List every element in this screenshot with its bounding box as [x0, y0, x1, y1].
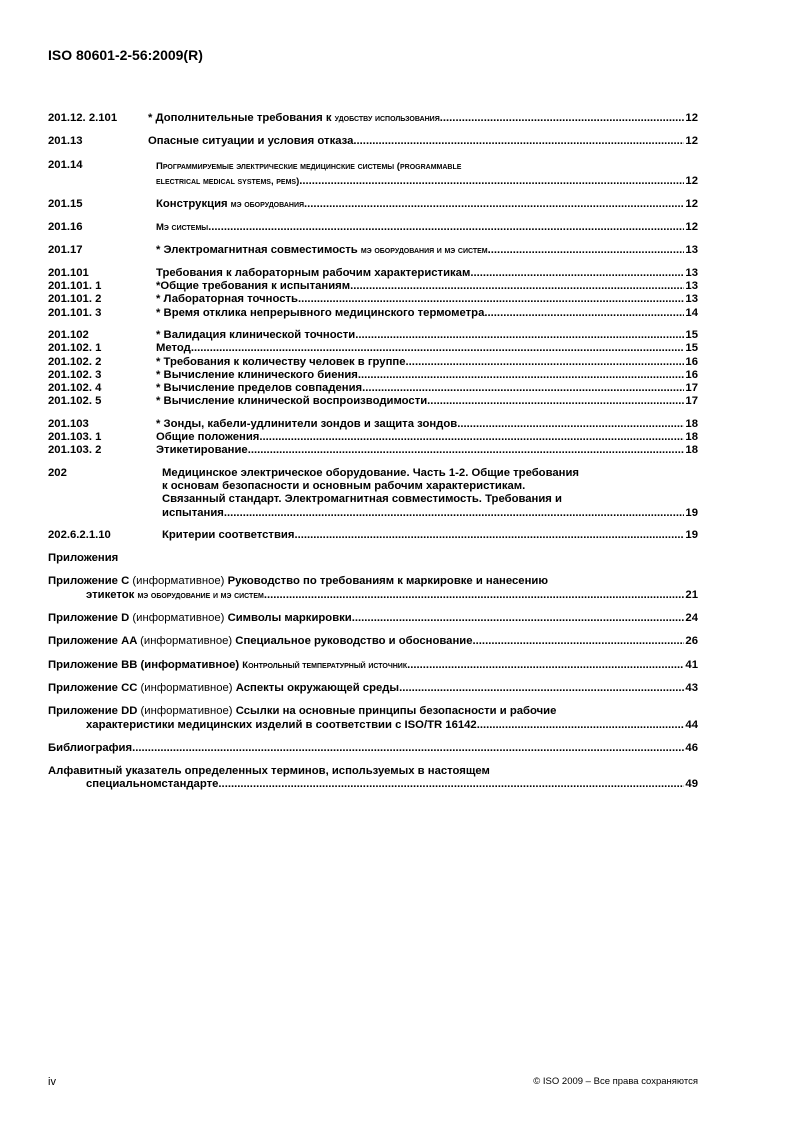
bibliography-title: Библиография	[48, 741, 133, 754]
toc-page: 14	[685, 306, 698, 319]
toc-title-smallcaps: мэ оборудования	[230, 198, 305, 210]
toc-title-cont: Связанный стандарт. Электромагнитная совместимость. Требования и	[162, 493, 562, 506]
appendix-kind: (информативное)	[132, 575, 225, 588]
toc-title-smallcaps: Мэ системы	[156, 222, 209, 234]
toc-number: 201.101. 3	[48, 306, 102, 319]
toc-page: 16	[685, 368, 698, 381]
toc-entry-201-103-2[interactable]	[48, 444, 698, 457]
toc-entry-201-102[interactable]	[48, 329, 698, 342]
toc-title-smallcaps: удобству использования	[334, 113, 440, 124]
toc-page: 24	[685, 612, 698, 625]
appendix-label: Приложение D	[48, 612, 130, 625]
toc-page: 18	[685, 444, 698, 457]
toc-entry-201-101-1[interactable]	[48, 280, 698, 293]
toc-entry-201-14[interactable]	[48, 159, 698, 188]
toc-page: 12	[685, 221, 698, 234]
toc-page: 17	[685, 382, 698, 395]
toc-title: * Вычисление клинической воспроизводимости	[156, 395, 428, 408]
toc-title-cont: испытания	[162, 506, 224, 519]
toc-page: 18	[685, 431, 698, 444]
toc-bibliography[interactable]	[48, 742, 698, 755]
toc-page: 18	[685, 417, 698, 430]
toc-appendix-dd[interactable]	[48, 705, 698, 732]
toc-page: 16	[685, 355, 698, 368]
toc-number: 201.15	[48, 197, 83, 210]
toc-number: 201.102	[48, 328, 89, 341]
toc-entry-202[interactable]	[48, 467, 698, 520]
appendix-kind: (информативное)	[132, 612, 225, 625]
toc-title: Общие положения	[156, 431, 260, 444]
appendix-kind: (информативное)	[140, 635, 233, 648]
page-number: iv	[48, 1076, 56, 1088]
toc-title-smallcaps: мэ оборудования и мэ систем	[360, 245, 488, 257]
index-title: Алфавитный указатель определенных терминов, используемых в настоящем	[48, 765, 490, 778]
toc-entry-201-101-3[interactable]	[48, 307, 698, 320]
toc-title: Медицинское электрическое оборудование. Часть 1-2. Общие требования	[162, 466, 580, 479]
toc-page: 13	[685, 244, 698, 257]
toc-title: *Общие требования к испытаниям	[156, 280, 351, 293]
toc-appendix-bb[interactable]	[48, 659, 698, 672]
toc-appendix-c[interactable]	[48, 575, 698, 602]
toc-page: 43	[685, 681, 698, 694]
appendix-label: Приложение AA	[48, 635, 137, 648]
toc-entry-201-102-5[interactable]	[48, 395, 698, 408]
toc-title-cont: к основам безопасности и основным рабочим характеристикам.	[162, 479, 526, 492]
toc-entry-201-102-3[interactable]	[48, 369, 698, 382]
toc-entry-201-102-2[interactable]	[48, 356, 698, 369]
toc-page: 12	[685, 112, 698, 124]
toc-page: 21	[685, 588, 698, 601]
toc-entry-201-103[interactable]	[48, 418, 698, 431]
toc-title: Конструкция	[156, 197, 228, 210]
toc-entry-201-103-1[interactable]	[48, 431, 698, 444]
toc-number: 201.101. 1	[48, 280, 102, 293]
toc-page: 49	[685, 778, 698, 791]
toc-entry-201-101[interactable]	[48, 267, 698, 280]
toc-page: 41	[685, 658, 698, 671]
toc-page: 19	[685, 528, 698, 541]
toc-number: 201.103	[48, 417, 89, 430]
toc-title: * Вычисление пределов совпадения	[156, 382, 363, 395]
toc-number: 201.102. 4	[48, 382, 102, 395]
toc-title: * Вычисление клинического биения	[156, 368, 358, 381]
toc-title: * Зонды, кабели-удлинители зондов и защита зондов	[156, 417, 458, 430]
toc-title: * Дополнительные требования к	[148, 112, 332, 124]
toc-title: * Электромагнитная совместимость	[156, 244, 358, 257]
toc-title: * Требования к количеству человек в группе	[156, 355, 406, 368]
toc-title: * Время отклика непрерывного медицинского термометра	[156, 306, 485, 319]
toc-number: 202.6.2.1.10	[48, 528, 111, 541]
appendix-title-smallcaps: Контрольный температурный источник	[242, 659, 408, 671]
toc-number: 201.102. 1	[48, 342, 102, 355]
appendix-title: Символы маркировки	[227, 612, 352, 625]
toc-title: Критерии соответствия	[162, 528, 295, 541]
toc-entry-201-102-4[interactable]	[48, 382, 698, 395]
copyright-notice: © ISO 2009 – Все права сохраняются	[533, 1076, 698, 1087]
index-title-cont: специальномстандарте	[86, 778, 219, 791]
toc-page: 26	[685, 635, 698, 648]
toc-page: 13	[685, 266, 698, 279]
toc-number: 201.102. 5	[48, 395, 102, 408]
toc-number: 201.14	[48, 158, 83, 171]
toc-appendix-aa[interactable]	[48, 635, 698, 648]
appendix-title-cont: этикеток	[86, 588, 135, 601]
toc-appendix-d[interactable]	[48, 612, 698, 625]
appendix-title: Ссылки на основные принципы безопасности и рабочие	[235, 705, 557, 718]
toc-page: 17	[685, 395, 698, 408]
toc-title: Метод	[156, 342, 191, 355]
appendix-kind: (информативное)	[140, 681, 233, 694]
toc-number: 201.103. 2	[48, 444, 102, 457]
toc-page: 15	[685, 328, 698, 341]
table-of-contents	[48, 112, 698, 792]
toc-title: Опасные ситуации и условия отказа	[148, 135, 354, 148]
appendix-label: Приложение CC	[48, 681, 138, 694]
toc-appendix-cc[interactable]	[48, 682, 698, 695]
toc-number: 201.101. 2	[48, 293, 102, 306]
appendix-kind: (информативное)	[140, 705, 233, 718]
appendix-title: Специальное руководство и обоснование	[235, 635, 473, 648]
appendix-kind: (информативное)	[140, 658, 240, 671]
toc-entry-201-102-1[interactable]	[48, 342, 698, 355]
document-header: ISO 80601-2-56:2009(R)	[48, 47, 203, 63]
appendix-title-cont: характеристики медицинских изделий в соответствии с ISO/TR 16142	[86, 718, 477, 731]
toc-number: 201.102. 3	[48, 368, 102, 381]
toc-entry-201-12-2-101[interactable]	[48, 112, 698, 125]
toc-number: 201.103. 1	[48, 431, 102, 444]
toc-page: 13	[685, 280, 698, 293]
toc-title: Требования к лабораторным рабочим характеристикам	[156, 266, 471, 279]
toc-entry-201-101-2[interactable]	[48, 293, 698, 306]
toc-page: 13	[685, 293, 698, 306]
toc-number: 201.101	[48, 266, 89, 279]
toc-page: 46	[685, 741, 698, 754]
appendix-title: Аспекты окружающей среды	[235, 681, 400, 694]
appendix-title-smallcaps: мэ оборудование и мэ систем	[137, 589, 264, 601]
appendix-label: Приложение C	[48, 575, 130, 588]
toc-title: * Лабораторная точность	[156, 293, 299, 306]
toc-page: 19	[685, 506, 698, 519]
toc-title-cont: electrical medical systems, pems)	[156, 175, 300, 187]
toc-page: 15	[685, 342, 698, 355]
toc-title: Этикетирование	[156, 444, 248, 457]
appendix-heading: Приложения	[48, 552, 119, 565]
toc-page: 12	[685, 197, 698, 210]
toc-entry-201-16[interactable]	[48, 221, 698, 234]
toc-number: 201.17	[48, 244, 83, 257]
toc-page: 12	[685, 135, 698, 148]
toc-page: 44	[685, 718, 698, 731]
page-footer	[48, 1076, 698, 1088]
toc-entry-201-13[interactable]	[48, 135, 698, 148]
toc-entry-201-15[interactable]	[48, 198, 698, 211]
appendix-title: Руководство по требованиям к маркировке и нанесению	[227, 575, 548, 588]
toc-entry-201-17[interactable]	[48, 244, 698, 257]
toc-number: 202	[48, 466, 67, 479]
appendix-label: Приложение BB	[48, 658, 138, 671]
toc-title: Программируемые электрические медицинские системы (programmable	[156, 160, 462, 172]
toc-number: 201.16	[48, 221, 83, 234]
toc-index[interactable]	[48, 765, 698, 792]
toc-number: 201.13	[48, 135, 83, 148]
toc-page: 12	[685, 174, 698, 187]
toc-number: 201.102. 2	[48, 355, 102, 368]
appendix-label: Приложение DD	[48, 705, 138, 718]
toc-title: * Валидация клинической точности	[156, 328, 356, 341]
toc-entry-202-6-2-1-10[interactable]	[48, 529, 698, 542]
toc-number: 201.12. 2.101	[48, 112, 118, 124]
